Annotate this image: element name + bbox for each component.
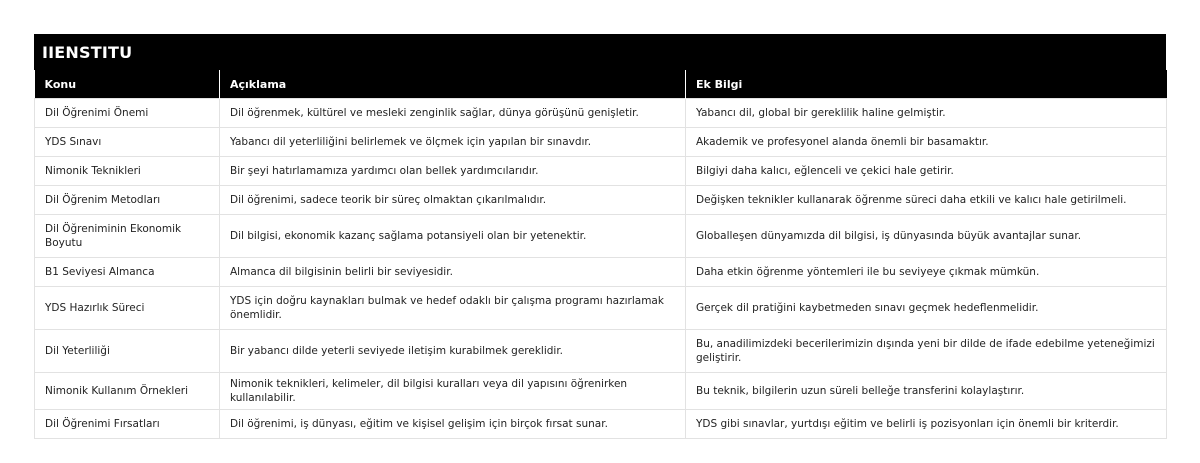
table-row	[35, 258, 1167, 287]
cell-extra-info: Akademik ve profesyonel alanda önemli bir basamaktır.	[686, 128, 1167, 157]
brand-header	[34, 34, 1166, 70]
table-header	[35, 70, 1167, 99]
cell-topic: Dil Öğrenimi Önemi	[35, 99, 220, 128]
cell-description: Dil öğrenimi, sadece teorik bir süreç olmaktan çıkarılmalıdır.	[220, 186, 686, 215]
cell-topic: Dil Yeterliliği	[35, 330, 220, 373]
cell-extra-info: Gerçek dil pratiğini kaybetmeden sınavı geçmek hedeflenmelidir.	[686, 287, 1167, 330]
cell-topic: Dil Öğreniminin Ekonomik Boyutu	[35, 215, 220, 258]
cell-topic: YDS Sınavı	[35, 128, 220, 157]
cell-extra-info: Yabancı dil, global bir gereklilik haline gelmiştir.	[686, 99, 1167, 128]
cell-extra-info: Daha etkin öğrenme yöntemleri ile bu seviyeye çıkmak mümkün.	[686, 258, 1167, 287]
cell-topic: YDS Hazırlık Süreci	[35, 287, 220, 330]
cell-description: YDS için doğru kaynakları bulmak ve hedef odaklı bir çalışma programı hazırlamak önemlidir.	[220, 287, 686, 330]
table-row	[35, 410, 1167, 439]
cell-description: Dil öğrenimi, iş dünyası, eğitim ve kişisel gelişim için birçok fırsat sunar.	[220, 410, 686, 439]
table-row	[35, 157, 1167, 186]
header-row	[35, 70, 1167, 99]
cell-description: Almanca dil bilgisinin belirli bir seviyesidir.	[220, 258, 686, 287]
cell-extra-info: Değişken teknikler kullanarak öğrenme süreci daha etkili ve kalıcı hale getirilmeli.	[686, 186, 1167, 215]
cell-description: Dil öğrenmek, kültürel ve mesleki zenginlik sağlar, dünya görüşünü genişletir.	[220, 99, 686, 128]
cell-topic: Nimonik Teknikleri	[35, 157, 220, 186]
cell-description: Nimonik teknikleri, kelimeler, dil bilgisi kuralları veya dil yapısını öğrenirken kullanılabilir.	[220, 373, 686, 410]
cell-description: Bir yabancı dilde yeterli seviyede iletişim kurabilmek gereklidir.	[220, 330, 686, 373]
table-row	[35, 330, 1167, 373]
cell-description: Yabancı dil yeterliliğini belirlemek ve ölçmek için yapılan bir sınavdır.	[220, 128, 686, 157]
table-row	[35, 287, 1167, 330]
cell-topic: Nimonik Kullanım Örnekleri	[35, 373, 220, 410]
cell-topic: Dil Öğrenimi Fırsatları	[35, 410, 220, 439]
header-cell-topic: Konu	[35, 70, 220, 99]
cell-description: Dil bilgisi, ekonomik kazanç sağlama potansiyeli olan bir yetenektir.	[220, 215, 686, 258]
content-table-container	[34, 34, 1166, 439]
table-row	[35, 373, 1167, 410]
cell-extra-info: Bu teknik, bilgilerin uzun süreli belleğe transferini kolaylaştırır.	[686, 373, 1167, 410]
cell-extra-info: Bilgiyi daha kalıcı, eğlenceli ve çekici hale getirir.	[686, 157, 1167, 186]
cell-extra-info: Bu, anadilimizdeki becerilerimizin dışında yeni bir dilde de ifade edebilme yeteneğimizi geliştirir.	[686, 330, 1167, 373]
cell-description: Bir şeyi hatırlamamıza yardımcı olan bellek yardımcılarıdır.	[220, 157, 686, 186]
cell-topic: Dil Öğrenim Metodları	[35, 186, 220, 215]
info-table	[34, 70, 1167, 439]
header-cell-extra-info: Ek Bilgi	[686, 70, 1167, 99]
header-cell-description: Açıklama	[220, 70, 686, 99]
table-row	[35, 186, 1167, 215]
table-row	[35, 99, 1167, 128]
cell-topic: B1 Seviyesi Almanca	[35, 258, 220, 287]
table-body	[35, 99, 1167, 439]
brand-title: IIENSTITU	[42, 42, 133, 62]
table-row	[35, 128, 1167, 157]
table-row	[35, 215, 1167, 258]
cell-extra-info: YDS gibi sınavlar, yurtdışı eğitim ve belirli iş pozisyonları için önemli bir kriterdir.	[686, 410, 1167, 439]
cell-extra-info: Globalleşen dünyamızda dil bilgisi, iş dünyasında büyük avantajlar sunar.	[686, 215, 1167, 258]
